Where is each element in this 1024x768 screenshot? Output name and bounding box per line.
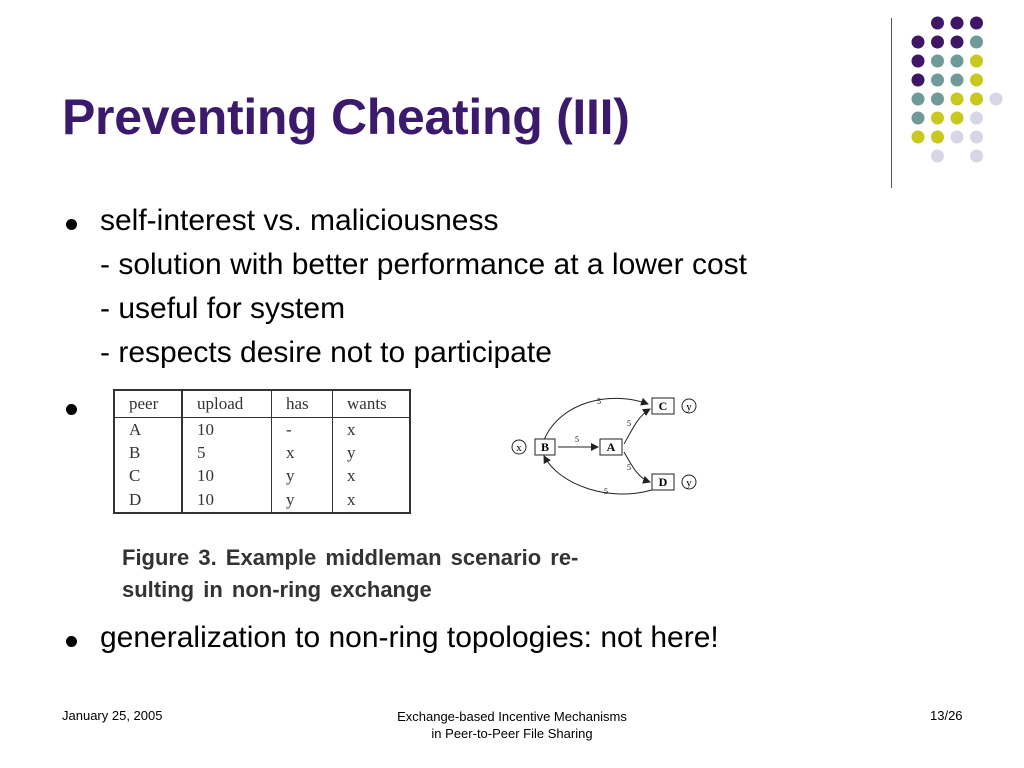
table-cell: y: [272, 487, 333, 513]
decorative-dot: [912, 74, 925, 87]
decorative-dot: [970, 93, 983, 106]
node-label: B: [540, 440, 550, 454]
figure-caption: [122, 542, 578, 606]
table-header: has: [272, 390, 333, 418]
table-cell: A: [114, 418, 182, 442]
decorative-dot: [931, 55, 944, 68]
table-header-row: [114, 390, 410, 418]
table-cell: 10: [182, 487, 272, 513]
decorative-dot: [970, 131, 983, 144]
table-cell: x: [333, 418, 411, 442]
footer-line: in Peer-to-Peer File Sharing: [431, 726, 593, 741]
decorative-dot: [912, 36, 925, 49]
footer-center: [362, 708, 662, 742]
edge-label: 5: [575, 435, 579, 444]
decorative-dot: [951, 74, 964, 87]
decorative-dot: [931, 131, 944, 144]
footer-line: Exchange-based Incentive Mechanisms: [397, 709, 627, 724]
table-row: [114, 441, 410, 464]
decorative-dot: [970, 36, 983, 49]
item-label: y: [686, 401, 692, 413]
bullet-dot: [66, 636, 77, 647]
table-cell: 10: [182, 418, 272, 442]
table-header: peer: [114, 390, 182, 418]
table-cell: x: [333, 464, 411, 487]
bullet-dot: [66, 219, 77, 230]
node-label: C: [658, 399, 668, 413]
divider-line: [891, 18, 892, 188]
decorative-dot: [990, 93, 1003, 106]
decorative-dot: [931, 74, 944, 87]
table-cell: 5: [182, 441, 272, 464]
bullet-text-1: [100, 199, 747, 375]
edge-label: 5: [627, 419, 631, 428]
decorative-dot: [931, 112, 944, 125]
node-label: A: [606, 440, 616, 454]
bullet-line: self-interest vs. maliciousness: [100, 204, 499, 237]
decorative-dot: [951, 93, 964, 106]
table-row: [114, 464, 410, 487]
decorative-dot: [951, 36, 964, 49]
table-cell: B: [114, 441, 182, 464]
peer-table: [113, 389, 411, 514]
table-cell: 10: [182, 464, 272, 487]
slide-title: Preventing Cheating (III): [62, 89, 630, 145]
table-cell: C: [114, 464, 182, 487]
exchange-diagram: [500, 382, 710, 502]
decorative-dot: [951, 112, 964, 125]
decorative-dot: [951, 131, 964, 144]
bullet-line: - respects desire not to participate: [100, 336, 552, 369]
bullet-line: - useful for system: [100, 292, 346, 325]
decorative-dot: [931, 93, 944, 106]
decorative-dot: [912, 131, 925, 144]
table-row: [114, 487, 410, 513]
decorative-dot: [931, 36, 944, 49]
table-cell: x: [272, 441, 333, 464]
decorative-dot: [970, 150, 983, 163]
table-cell: y: [333, 441, 411, 464]
decorative-dot: [970, 55, 983, 68]
decorative-dot: [970, 112, 983, 125]
edge-label: 5: [627, 463, 631, 472]
decorative-dot: [951, 17, 964, 30]
table-cell: y: [272, 464, 333, 487]
table-cell: -: [272, 418, 333, 442]
decorative-dot: [931, 150, 944, 163]
bullet-line: - solution with better performance at a lower cost: [100, 248, 747, 281]
table-cell: x: [333, 487, 411, 513]
edge-label: 5: [597, 397, 601, 406]
footer-date: January 25, 2005: [62, 708, 163, 723]
caption-line: Figure 3. Example middleman scenario re-: [122, 545, 579, 570]
node-label: D: [658, 475, 668, 489]
footer-page-number: 13/26: [930, 708, 963, 723]
decorative-dot: [912, 93, 925, 106]
decorative-dot: [951, 55, 964, 68]
item-label: x: [516, 442, 522, 454]
decorative-dot: [970, 17, 983, 30]
table-row: [114, 418, 410, 442]
table-cell: D: [114, 487, 182, 513]
edge-b-c: [544, 398, 648, 440]
bullet-text-3: [100, 616, 719, 660]
bullet-dot: [66, 404, 77, 415]
edge-d-b: [544, 456, 652, 494]
caption-line: sulting in non-ring exchange: [122, 577, 432, 602]
decorative-dot: [912, 55, 925, 68]
bullet-line: generalization to non-ring topologies: not here!: [100, 621, 719, 654]
decorative-dot: [970, 74, 983, 87]
decorative-dot: [912, 112, 925, 125]
edge-label: 5: [604, 487, 608, 496]
table-header: wants: [333, 390, 411, 418]
decorative-dot: [931, 17, 944, 30]
table-header: upload: [182, 390, 272, 418]
item-label: y: [686, 477, 692, 489]
